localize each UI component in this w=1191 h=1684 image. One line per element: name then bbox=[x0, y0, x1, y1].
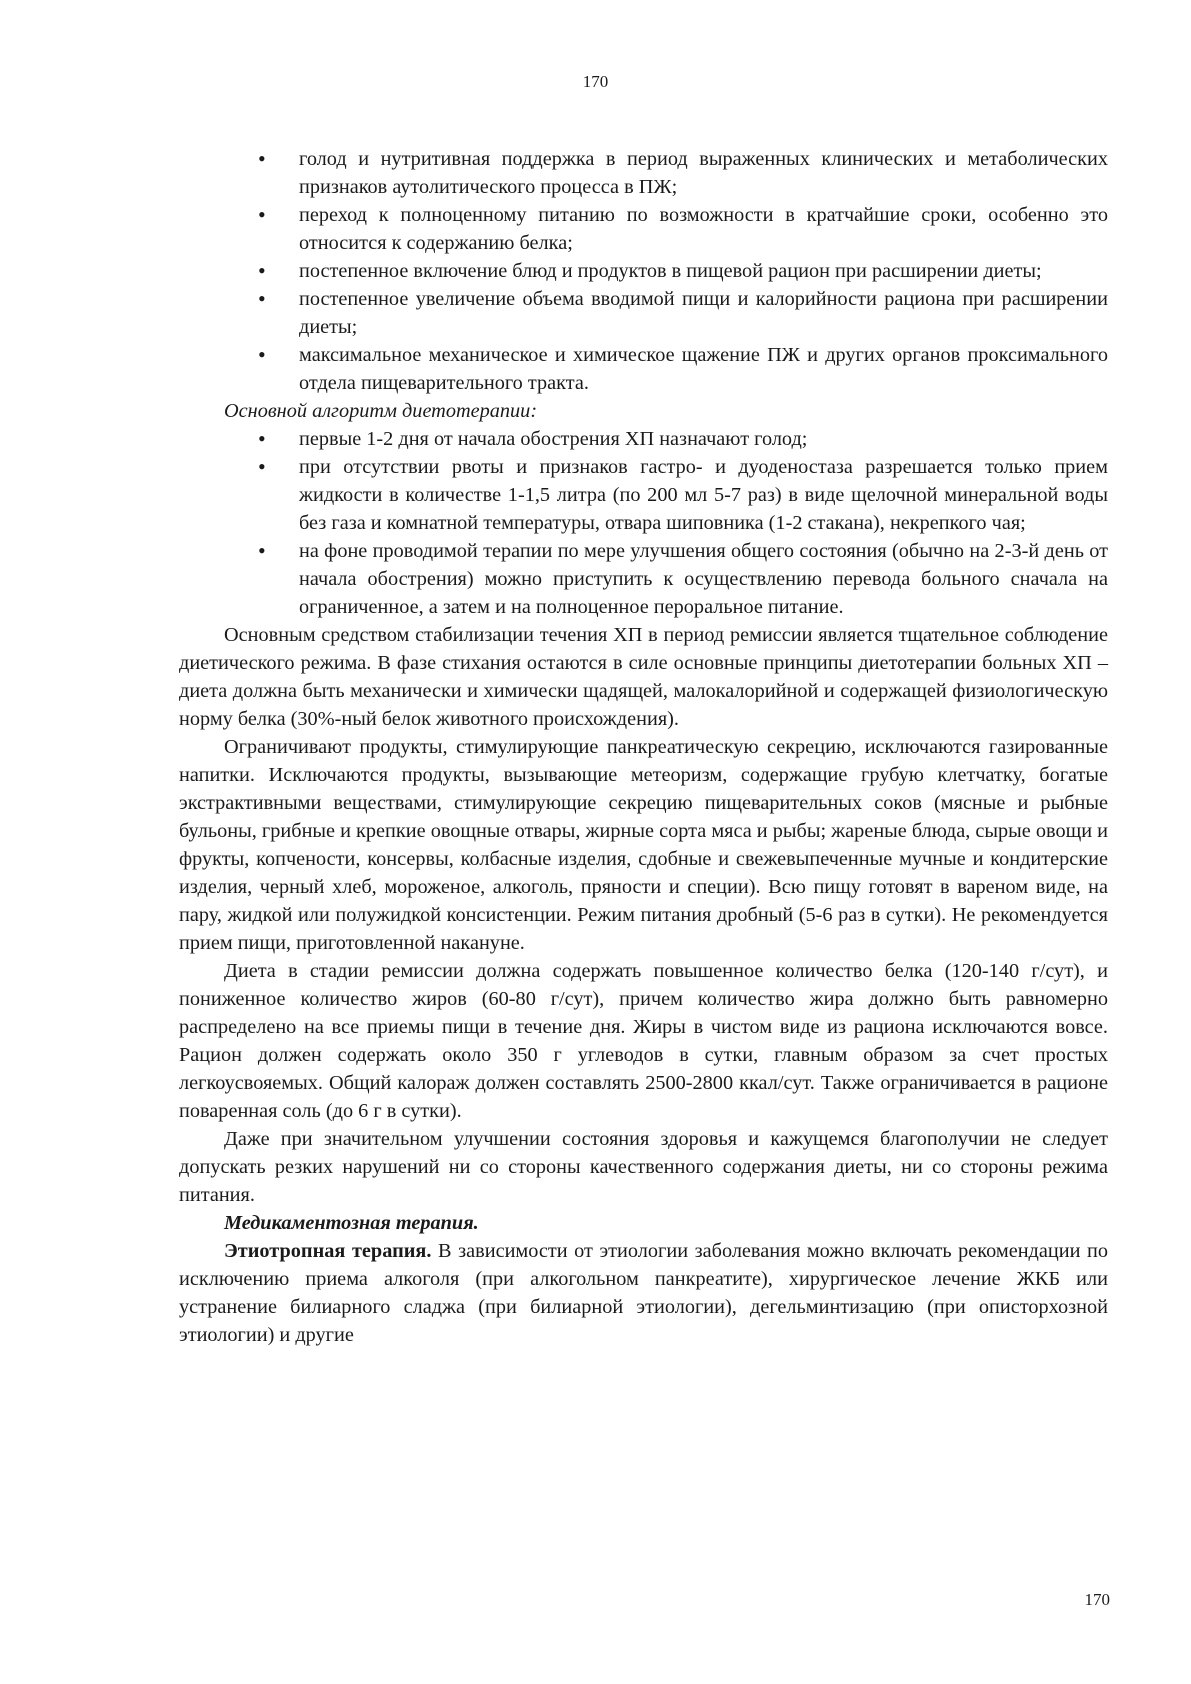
paragraph: Даже при значительном улучшении состояния здоровья и кажущемся благополучии не следует допускать резких нарушений ни со стороны качественного содержания диеты, ни со стороны режима питания. bbox=[179, 1128, 1108, 1206]
bullet-icon: • bbox=[258, 202, 266, 227]
paragraph: Диета в стадии ремиссии должна содержать повышенное количество белка (120-140 г/сут), и пониженное количество жиров (60-80 г/сут), причем количество жира должно быть равномерно распределено на все приемы пищи в течение дня. Жиры в чистом виде из рациона исключаются вовсе. Рацион должен содержать около 350 г углеводов в сутки, главным образом за счет простых легкоусвояемых. Общий калораж должен составлять 2500-2800 ккал/сут. Также ограничивается в рационе поваренная соль (до 6 г в сутки). bbox=[179, 960, 1108, 1122]
list-item bbox=[179, 145, 1108, 201]
paragraph: Основным средством стабилизации течения ХП в период ремиссии является тщательное соблюдение диетического режима. В фазе стихания остаются в силе основные принципы диетотерапии больных ХП – диета должна быть механически и химически щадящей, малокалорийной и содержащей физиологическую норму белка (30%-ный белок животного происхождения). bbox=[179, 624, 1108, 730]
list-item-text: на фоне проводимой терапии по мере улучшения общего состояния (обычно на 2-3-й день от начала обострения) можно приступить к осуществлению перевода больного сначала на ограниченное, а затем и на полноценное пероральное питание. bbox=[299, 540, 1108, 618]
page-number-bottom: 170 bbox=[1084, 1590, 1110, 1609]
list-item bbox=[179, 425, 1108, 453]
list-item bbox=[179, 453, 1108, 537]
list-item bbox=[179, 201, 1108, 257]
list-item-text: максимальное механическое и химическое щажение ПЖ и других органов проксимального отдела пищеварительного тракта. bbox=[299, 344, 1108, 394]
bullet-icon: • bbox=[258, 258, 266, 283]
list-item-text: голод и нутритивная поддержка в период выраженных клинических и метаболических признаков аутолитического процесса в ПЖ; bbox=[299, 148, 1108, 198]
drug-therapy-heading: Медикаментозная терапия. bbox=[224, 1212, 479, 1234]
algorithm-heading: Основной алгоритм диетотерапии: bbox=[224, 400, 538, 422]
etiotropic-label: Этиотропная терапия. bbox=[224, 1240, 432, 1262]
bullet-icon: • bbox=[258, 286, 266, 311]
bullet-icon: • bbox=[258, 454, 266, 479]
algorithm-list bbox=[179, 425, 1108, 621]
list-item-text: постепенное включение блюд и продуктов в пищевой рацион при расширении диеты; bbox=[299, 260, 1042, 282]
bullet-icon: • bbox=[258, 342, 266, 367]
list-item bbox=[179, 341, 1108, 397]
etiotropic-paragraph bbox=[179, 1237, 1108, 1349]
list-item bbox=[179, 285, 1108, 341]
bullet-icon: • bbox=[258, 538, 266, 563]
list-item-text: постепенное увеличение объема вводимой пищи и калорийности рациона при расширении диеты; bbox=[299, 288, 1108, 338]
page-number-top: 170 bbox=[582, 72, 609, 91]
bullet-icon: • bbox=[258, 146, 266, 171]
paragraph: Ограничивают продукты, стимулирующие панкреатическую секрецию, исключаются газированные напитки. Исключаются продукты, вызывающие метеоризм, содержащие грубую клетчатку, богатые экстрактивными веществами, стимулирующие секрецию пищеварительных соков (мясные и рыбные бульоны, грибные и крепкие овощные отвары, жирные сорта мяса и рыбы; жареные блюда, сырые овощи и фрукты, копчености, консервы, колбасные изделия, сдобные и свежевыпеченные мучные и кондитерские изделия, черный хлеб, мороженое, алкоголь, пряности и специи). Всю пищу готовят в вареном виде, на пару, жидкой или полужидкой консистенции. Режим питания дробный (5-6 раз в сутки). Не рекомендуется прием пищи, приготовленной накануне. bbox=[179, 736, 1108, 954]
bullet-icon: • bbox=[258, 426, 266, 451]
list-item bbox=[179, 537, 1108, 621]
list-item bbox=[179, 257, 1108, 285]
etiotropic-text: В зависимости от этиологии заболевания можно включать рекомендации по исключению приема алкоголя (при алкогольном панкреатите), хирургическое лечение ЖКБ или устранение билиарного сладжа (при билиарной этиологии), дегельминтизацию (при описторхозной этиологии) и другие bbox=[179, 1240, 1108, 1346]
page-content bbox=[179, 145, 1108, 1349]
list-item-text: при отсутствии рвоты и признаков гастро- и дуоденостаза разрешается только прием жидкости в количестве 1-1,5 литра (по 200 мл 5-7 раз) в виде щелочной минеральной воды без газа и комнатной температуры, отвара шиповника (1-2 стакана), некрепкого чая; bbox=[299, 456, 1108, 534]
list-item-text: переход к полноценному питанию по возможности в кратчайшие сроки, особенно это относится к содержанию белка; bbox=[299, 204, 1108, 254]
list-item-text: первые 1-2 дня от начала обострения ХП назначают голод; bbox=[299, 428, 808, 450]
principles-list bbox=[179, 145, 1108, 397]
